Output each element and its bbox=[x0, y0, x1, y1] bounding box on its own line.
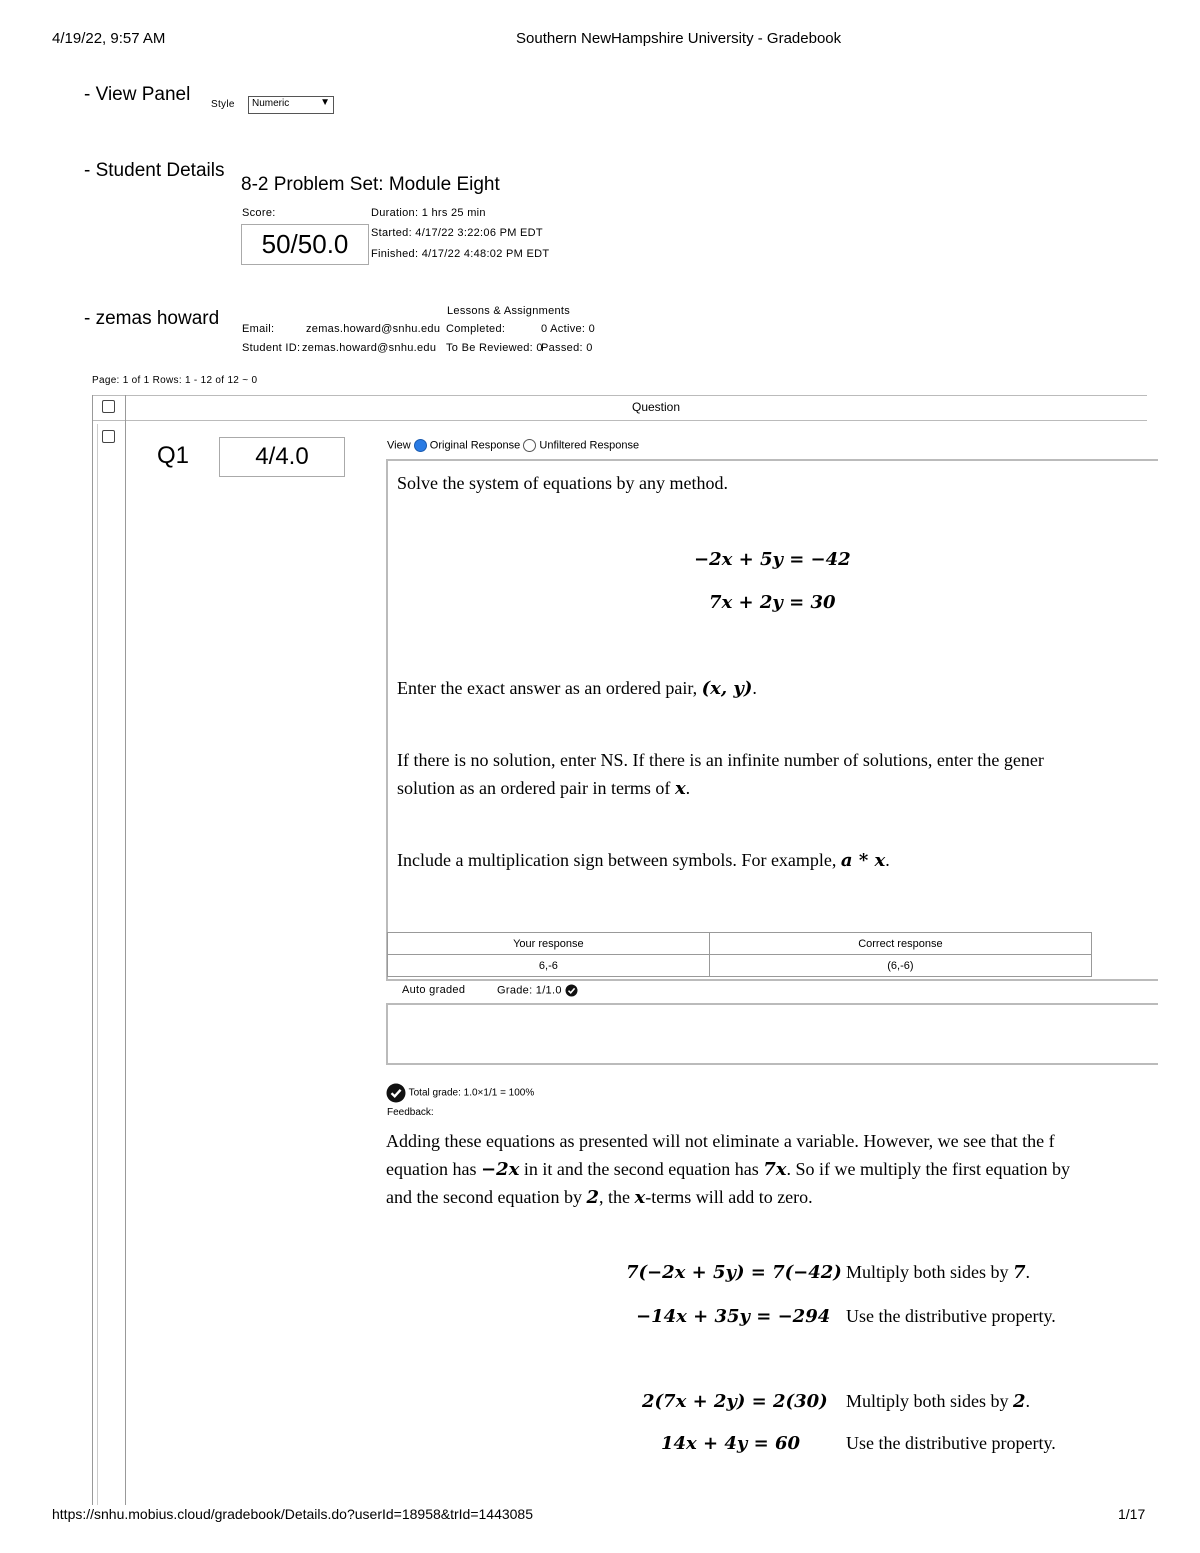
student-details-label: Student Details bbox=[95, 160, 225, 181]
pager: Page: 1 of 1 Rows: 1 - 12 of 12 ~ 0 bbox=[92, 375, 258, 386]
check-circle-icon bbox=[565, 984, 578, 997]
response-table bbox=[387, 932, 1092, 977]
feedback-math-2: 2 bbox=[586, 1187, 599, 1208]
step-2-math: −14x + 35y = −294 bbox=[636, 1306, 831, 1327]
step-2-note: Use the distributive property. bbox=[846, 1306, 1056, 1326]
unfiltered-response-label: Unfiltered Response bbox=[539, 439, 640, 452]
correct-response-value: (6,-6) bbox=[709, 955, 1091, 977]
instruction-ordered-pair-text: Enter the exact answer as an ordered pair, bbox=[397, 678, 698, 698]
step-4-note: Use the distributive property. bbox=[846, 1433, 1056, 1453]
assignment-title: 8-2 Problem Set: Module Eight bbox=[241, 174, 500, 195]
student-toggle[interactable]: - zemas howard bbox=[84, 308, 220, 329]
feedback-line-3 bbox=[386, 1187, 813, 1208]
completed-label: Completed: bbox=[446, 323, 506, 335]
step-1-note-text: Multiply both sides by bbox=[846, 1262, 1009, 1282]
feedback-line-2-a: equation has bbox=[386, 1159, 477, 1179]
step-1-note: Multiply both sides by 7. bbox=[846, 1262, 1031, 1283]
question-number: Q1 bbox=[157, 442, 190, 469]
print-datetime: 4/19/22, 9:57 AM bbox=[52, 30, 166, 47]
chevron-down-icon: ▼ bbox=[320, 97, 330, 108]
view-label: View bbox=[387, 439, 411, 452]
multiplication-example-math: a * x bbox=[840, 850, 886, 871]
original-response-radio[interactable] bbox=[414, 439, 427, 452]
table-header-border bbox=[92, 420, 1147, 421]
step-4-math: 14x + 4y = 60 bbox=[661, 1433, 801, 1454]
total-grade-text: Total grade: 1.0×1/1 = 100% bbox=[408, 1087, 535, 1099]
feedback-math-neg2x: −2x bbox=[480, 1159, 520, 1180]
instruction-no-solution-line2-text: solution as an ordered pair in terms of bbox=[397, 778, 671, 798]
step-3-math: 2(7x + 2y) = 2(30) bbox=[642, 1391, 828, 1412]
comment-box[interactable] bbox=[386, 1003, 1158, 1065]
finished-time: Finished: 4/17/22 4:48:02 PM EDT bbox=[371, 248, 550, 260]
feedback-line-2-c: . So if we multiply the first equation by bbox=[786, 1159, 1071, 1179]
row-checkbox[interactable] bbox=[102, 430, 115, 443]
feedback-line-2-b: in it and the second equation has bbox=[523, 1159, 759, 1179]
page-title: Southern NewHampshire University - Gradebook bbox=[516, 30, 842, 47]
student-id-value: zemas.howard@snhu.edu bbox=[302, 342, 437, 354]
grade-text: Grade: 1/1.0 bbox=[497, 984, 562, 997]
select-all-checkbox[interactable] bbox=[102, 400, 115, 413]
instruction-no-solution-line2: solution as an ordered pair in terms of x. bbox=[397, 778, 691, 799]
style-label: Style bbox=[211, 99, 235, 110]
step-3-note-text: Multiply both sides by bbox=[846, 1391, 1009, 1411]
original-response-label: Original Response bbox=[429, 439, 521, 452]
table-left-border bbox=[92, 395, 93, 1505]
ordered-pair-math: (x, y) bbox=[701, 678, 753, 699]
feedback-label: Feedback: bbox=[387, 1107, 434, 1118]
feedback-line-2 bbox=[386, 1159, 1147, 1180]
question-prompt: Solve the system of equations by any method. bbox=[397, 473, 728, 493]
grade-value bbox=[497, 984, 578, 997]
your-response-header: Your response bbox=[388, 933, 710, 955]
view-panel-toggle[interactable]: - View Panel bbox=[84, 84, 191, 105]
student-id-label: Student ID: bbox=[242, 342, 301, 354]
question-column-header: Question bbox=[632, 400, 681, 414]
question-score: 4/4.0 bbox=[219, 437, 345, 477]
feedback-math-x: x bbox=[634, 1187, 646, 1208]
step-1-note-math: 7 bbox=[1013, 1262, 1026, 1283]
passed-count: Passed: 0 bbox=[541, 342, 593, 354]
unfiltered-response-radio[interactable] bbox=[523, 439, 536, 452]
student-details-toggle[interactable]: - Student Details bbox=[84, 160, 225, 181]
step-3-note: Multiply both sides by 2. bbox=[846, 1391, 1031, 1412]
feedback-math-7x: 7x bbox=[763, 1159, 787, 1180]
student-name: zemas howard bbox=[95, 308, 220, 329]
feedback-line-1: Adding these equations as presented will not eliminate a variable. However, we see that the f bbox=[386, 1131, 1055, 1151]
auto-graded-label: Auto graded bbox=[402, 984, 466, 996]
to-be-reviewed-count: To Be Reviewed: 0 bbox=[446, 342, 543, 354]
feedback-line-3-a: and the second equation by bbox=[386, 1187, 582, 1207]
view-toggle bbox=[387, 439, 639, 452]
equation-2: 7x + 2y = 30 bbox=[709, 592, 836, 613]
score-label: Score: bbox=[242, 207, 276, 219]
variable-x-math: x bbox=[674, 778, 686, 799]
instruction-multiplication-text: Include a multiplication sign between symbols. For example, bbox=[397, 850, 837, 870]
total-grade bbox=[386, 1083, 534, 1103]
feedback-line-3-b: , the bbox=[598, 1187, 630, 1207]
check-circle-icon bbox=[386, 1083, 406, 1103]
email-label: Email: bbox=[242, 323, 275, 335]
lessons-heading: Lessons & Assignments bbox=[447, 305, 571, 317]
instruction-multiplication: Include a multiplication sign between symbols. For example, a * x. bbox=[397, 850, 890, 871]
style-select[interactable] bbox=[248, 96, 334, 114]
equation-1: −2x + 5y = −42 bbox=[694, 549, 851, 570]
table-column-divider bbox=[125, 395, 126, 1505]
started-time: Started: 4/17/22 3:22:06 PM EDT bbox=[371, 227, 543, 239]
overall-score: 50/50.0 bbox=[241, 224, 369, 265]
row-inner-border bbox=[97, 424, 98, 1505]
table-top-border bbox=[92, 395, 1147, 396]
correct-response-header: Correct response bbox=[709, 933, 1091, 955]
feedback-line-3-c: -terms will add to zero. bbox=[645, 1187, 813, 1207]
instruction-ordered-pair: Enter the exact answer as an ordered pair, (x, y). bbox=[397, 678, 757, 699]
style-select-value: Numeric bbox=[252, 98, 290, 109]
step-3-note-math: 2 bbox=[1013, 1391, 1026, 1412]
instruction-no-solution-line1: If there is no solution, enter NS. If there is an infinite number of solutions, enter the gener bbox=[397, 750, 1044, 770]
your-response-value: 6,-6 bbox=[388, 955, 710, 977]
page-url: https://snhu.mobius.cloud/gradebook/Details.do?userId=18958&trId=1443085 bbox=[52, 1506, 534, 1522]
question-content-box bbox=[386, 459, 1158, 981]
view-panel-label: View Panel bbox=[95, 84, 191, 105]
page-number: 1/17 bbox=[1118, 1506, 1146, 1522]
active-count: 0 Active: 0 bbox=[541, 323, 596, 335]
email-value: zemas.howard@snhu.edu bbox=[306, 323, 441, 335]
duration: Duration: 1 hrs 25 min bbox=[371, 207, 486, 219]
step-1-math: 7(−2x + 5y) = 7(−42) bbox=[626, 1262, 842, 1283]
